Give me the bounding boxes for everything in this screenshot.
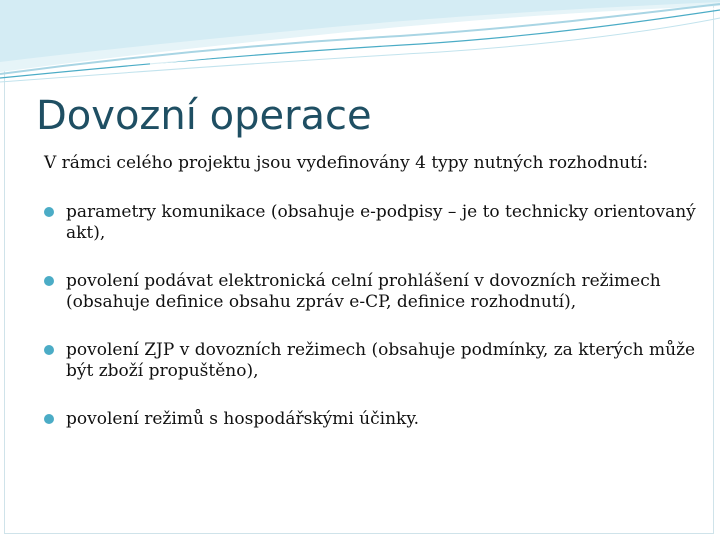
list-item-text: povolení podávat elektronická celní prohlášení v dovozních režimech (obsahuje definice obsahu zpráv e-CP, definice rozhodnutí), — [66, 271, 661, 312]
list-item — [44, 340, 704, 382]
list-item — [44, 202, 704, 244]
bullet-icon — [44, 414, 54, 424]
bullet-icon — [44, 276, 54, 286]
list-item-text: parametry komunikace (obsahuje e-podpisy – je to technicky orientovaný akt), — [66, 202, 696, 243]
list-item-text: povolení ZJP v dovozních režimech (obsahuje podmínky, za kterých může být zboží propuštěno), — [66, 340, 696, 381]
intro-text: V rámci celého projektu jsou vydefinovány 4 typy nutných rozhodnutí: — [44, 153, 649, 173]
bullet-icon — [44, 345, 54, 355]
bullet-icon — [44, 207, 54, 217]
list-item — [44, 271, 704, 313]
page-title: Dovozní operace — [36, 93, 372, 139]
list-item-text: povolení režimů s hospodářskými účinky. — [66, 409, 420, 429]
list-item — [44, 409, 704, 430]
bullet-list — [44, 202, 704, 430]
header-wave-decoration — [0, 0, 720, 90]
